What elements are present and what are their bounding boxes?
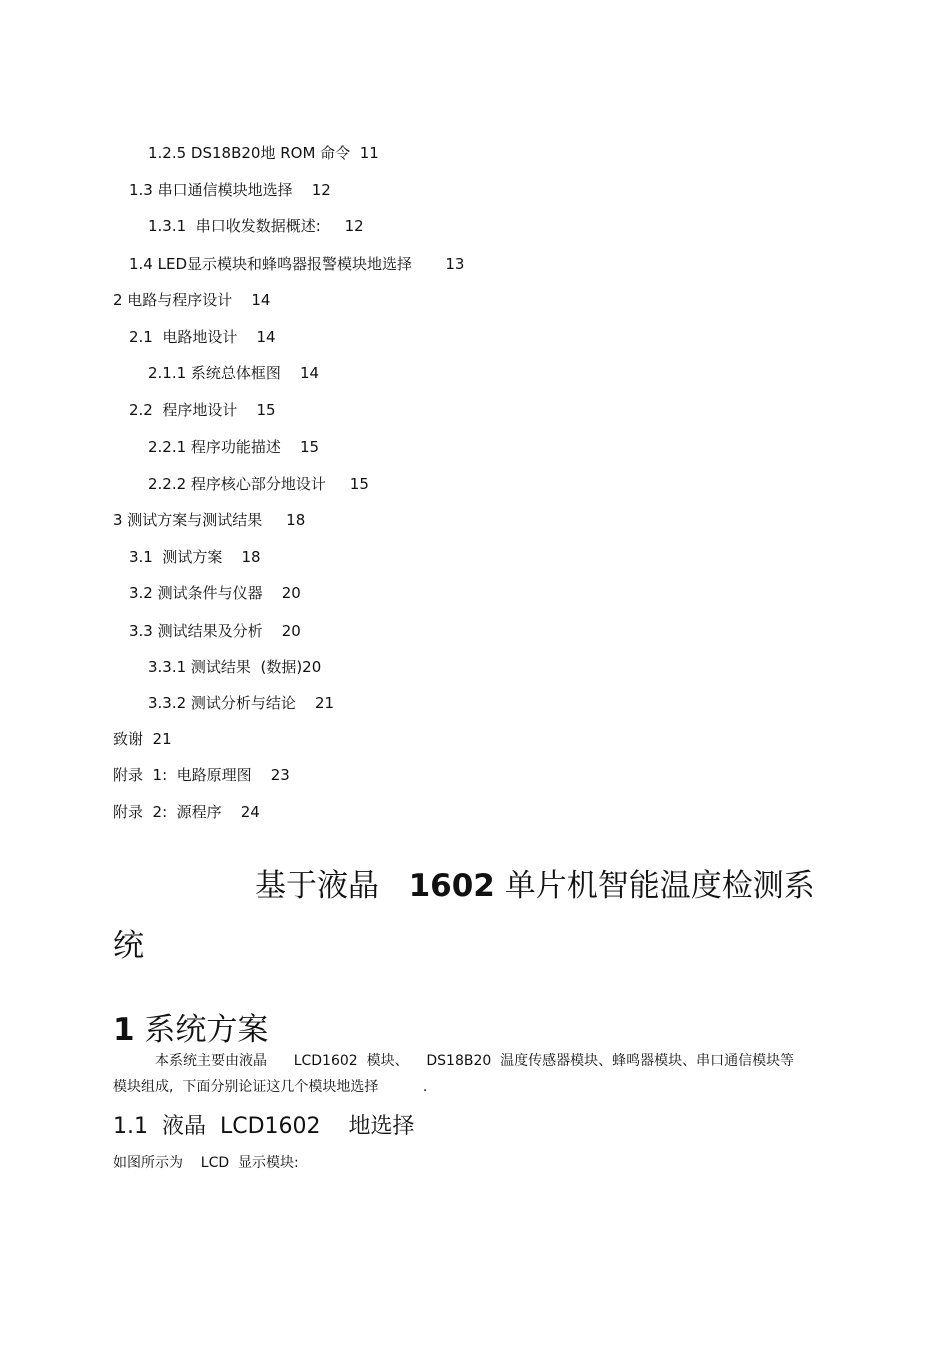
toc-entry[interactable]: 致谢 21	[113, 730, 172, 748]
section-number: 1	[113, 1012, 135, 1048]
section-heading-1	[113, 1010, 268, 1050]
toc-entry[interactable]: 1.3 串口通信模块地选择 12	[129, 181, 331, 199]
section-title: 系统方案	[134, 1012, 269, 1048]
toc-entry[interactable]: 3.3.2 测试分析与结论 21	[148, 694, 335, 712]
toc-entry[interactable]: 3.3.1 测试结果 (数据)20	[148, 658, 322, 676]
subsection-heading: 1.1 液晶 LCD1602 地选择	[113, 1114, 415, 1139]
toc-entry[interactable]: 3.2 测试条件与仪器 20	[129, 584, 301, 602]
toc-entry[interactable]: 2 电路与程序设计 14	[113, 291, 271, 309]
toc-entry[interactable]: 2.2.2 程序核心部分地设计 15	[148, 475, 369, 493]
toc-entry[interactable]: 3.1 测试方案 18	[129, 548, 261, 566]
toc-entry[interactable]: 1.4 LED显示模块和蜂鸣器报警模块地选择 13	[129, 255, 465, 273]
paragraph-line: 如图所示为 LCD 显示模块:	[113, 1155, 299, 1171]
toc-entry[interactable]: 1.2.5 DS18B20地 ROM 命令 11	[148, 144, 379, 162]
title-part-3: 单片机智能温度检测系	[494, 868, 815, 904]
toc-entry[interactable]: 2.2 程序地设计 15	[129, 401, 276, 419]
title-line-2: 统	[113, 928, 144, 964]
toc-entry[interactable]: 2.2.1 程序功能描述 15	[148, 438, 320, 456]
title-part-2: 1602	[408, 868, 495, 904]
toc-entry[interactable]: 附录 1: 电路原理图 23	[113, 766, 290, 784]
paragraph-line: 模块组成, 下面分别论证这几个模块地选择 .	[113, 1079, 428, 1095]
toc-entry[interactable]: 附录 2: 源程序 24	[113, 803, 260, 821]
toc-entry[interactable]: 2.1 电路地设计 14	[129, 328, 276, 346]
paragraph-line: 本系统主要由液晶 LCD1602 模块、 DS18B20 温度传感器模块、蜂鸣器模块、串口通信模块等	[155, 1053, 795, 1069]
toc-entry[interactable]: 3 测试方案与测试结果 18	[113, 511, 306, 529]
toc-entry[interactable]: 3.3 测试结果及分析 20	[129, 622, 301, 640]
toc-entry[interactable]: 2.1.1 系统总体框图 14	[148, 364, 320, 382]
title-line-1	[255, 866, 815, 906]
title-part-1: 基于液晶	[255, 868, 409, 904]
toc-entry[interactable]: 1.3.1 串口收发数据概述: 12	[148, 217, 364, 235]
